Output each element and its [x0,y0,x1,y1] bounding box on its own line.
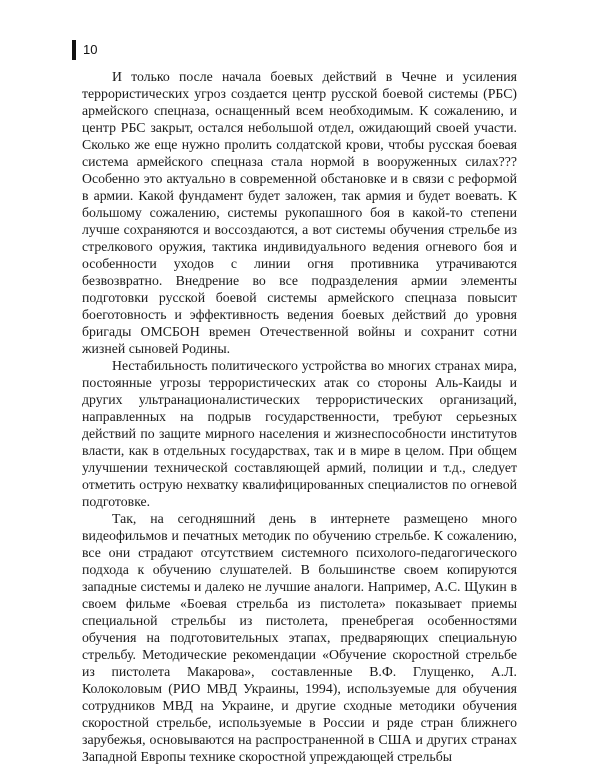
paragraph: И только после начала боевых действий в Чечне и усиления террористических угроз создается центр русской боевой системы (РБС) армейского спецназа, оснащенный всем необходимым. К сожалению, и центр РБС закрыт, остался небольшой отдел, ожидающий своей участи. Сколько же еще нужно пролить солдатской крови, чтобы русская боевая система армейского спецназа стала нормой в вооруженных силах??? Особенно это актуально в современной обстановке и в связи с реформой в армии. Какой фундамент будет заложен, так армия и будет воевать. К большому сожалению, системы рукопашного боя в какой-то степени лучше сохраняются и воссоздаются, а вот системы обучения стрельбе из стрелкового оружия, тактика индивидуального ведения огневого боя и особенности уходов с линии огня противника утрачиваются безвозвратно. Внедрение во все подразделения армии элементы подготовки русской боевой системы армейского спецназа повысит боеготовность и эффективность ведения боевых действий до уровня бригады ОМСБОН времен Отечественной войны и сохранит сотни жизней сыновей Родины. [82,69,517,356]
header-bar [72,40,76,60]
paragraph: Так, на сегодняшний день в интернете размещено много видеофильмов и печатных методик по обучению стрельбе. К сожалению, все они страдают отсутствием системного психолого-педагогического подхода к обучению слушателей. В большинстве своем копируются западные системы и далеко не лучшие аналоги. Например, А.С. Щукин в своем фильме «Боевая стрельба из пистолета» показывает приемы специальной стрельбы из пистолета, пренебрегая особенностями обучения на подготовительных этапах, предваряющих специальную стрельбу. Методические рекомендации «Обучение скоростной стрельбе из пистолета Макарова», составленные В.Ф. Глущенко, А.Л. Колоколовым (РИО МВД Украины, 1994), используемые для обучения сотрудников МВД на Украине, и другие сходные методики обучения скоростной стрельбе, используемые в России и ряде стран ближнего зарубежья, основываются на распространенной в США и других странах Западной Европы технике скоростной упреждающей стрельбы [82,511,517,764]
page-number: 10 [83,42,98,57]
page-header [72,40,97,60]
body-text [82,68,517,765]
paragraph: Нестабильность политического устройства во многих странах мира, постоянные угрозы террористических атак со стороны Аль-Каиды и других ультранационалистических террористических организаций, направленных на подрыв государственности, требуют серьезных действий по защите мирного населения и жизнеспособности институтов власти, как в отдельных государствах, так и в мире в целом. При общем улучшении технической составляющей армий, полиции и т.д., следует отметить острую нехватку квалифицированных специалистов по огневой подготовке. [82,358,517,509]
